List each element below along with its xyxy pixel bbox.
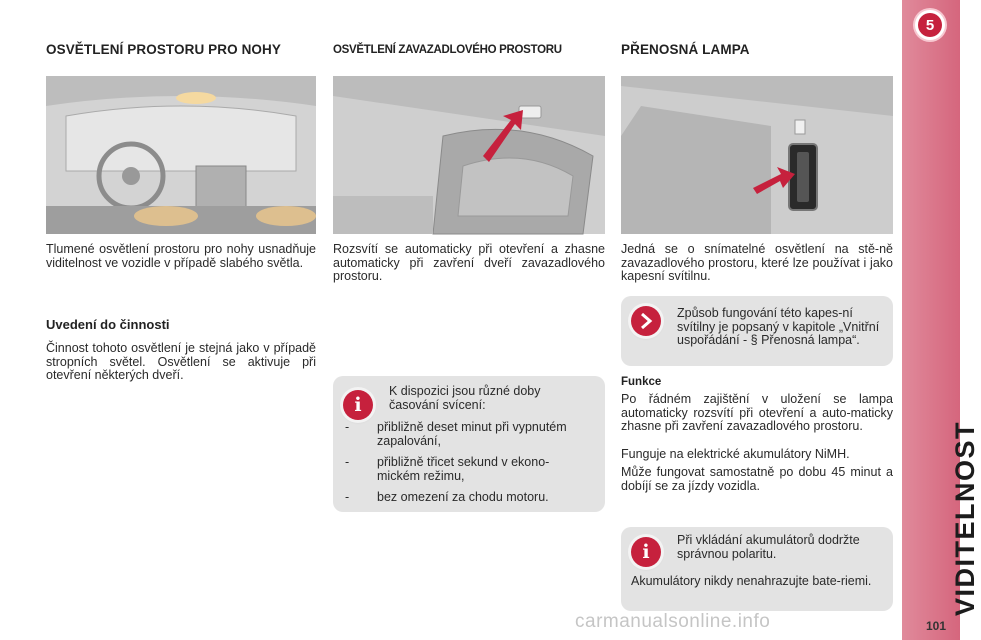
note-text: Způsob fungování této kapes-ní svítilny je popsaný v kapitole „Vnitřní uspořádání - § Přenosná lampa“. xyxy=(677,306,880,347)
section-heading: OSVĚTLENÍ ZAVAZADLOVÉHO PROSTORU xyxy=(333,44,562,56)
chapter-title: VIDITELNOST xyxy=(950,420,980,616)
footwell-photo xyxy=(46,76,316,234)
list-item: - přibližně třicet sekund v ekono-mickém režimu, xyxy=(345,455,550,483)
watermark: carmanualsonline.info xyxy=(575,611,771,632)
info-icon: i xyxy=(631,537,661,567)
note-body: Akumulátory nikdy nenahrazujte bate-riemi. xyxy=(631,574,872,588)
page-number: 101 xyxy=(925,619,946,633)
note-timing xyxy=(333,376,605,512)
note-cross-reference xyxy=(621,296,893,366)
list-item: - bez omezení za chodu motoru. xyxy=(345,490,549,504)
chapter-number: 5 xyxy=(918,13,942,37)
subheading-activation: Uvedení do činnosti xyxy=(46,317,170,332)
list-item: - přibližně deset minut při vypnutém zapalování, xyxy=(345,420,567,448)
subheading-function: Funkce xyxy=(621,376,662,388)
function-text: Po řádném zajištění v uložení se lampa automaticky rozsvítí při otevření a auto-maticky zhasne při zavření zavazadlového prostoru. xyxy=(621,392,893,433)
runtime-text: Může fungovat samostatně po dobu 45 minut a dobíjí se za jízdy vozidla. xyxy=(621,465,893,493)
note-lead: K dispozici jsou různé doby časování svícení: xyxy=(389,384,541,412)
section-heading: PŘENOSNÁ LAMPA xyxy=(621,42,750,57)
intro-text: Rozsvítí se automaticky při otevření a zhasne automaticky při zavření dveří zavazadlového prostoru. xyxy=(333,242,605,283)
section-heading: OSVĚTLENÍ PROSTORU PRO NOHY xyxy=(46,42,281,57)
battery-text: Funguje na elektrické akumulátory NiMH. xyxy=(621,447,850,461)
note-lead: Při vkládání akumulátorů dodržte správnou polaritu. xyxy=(677,533,860,561)
intro-text: Jedná se o snímatelné osvětlení na stě-ně zavazadlového prostoru, které lze používat i jako kapesní svítilnu. xyxy=(621,242,893,283)
portable-lamp-photo xyxy=(621,76,893,234)
activation-text: Činnost tohoto osvětlení je stejná jako v případě stropních světel. Osvětlení se aktivuje při otevření některých dveří. xyxy=(46,341,316,382)
info-icon: i xyxy=(343,390,373,420)
boot-photo xyxy=(333,76,605,234)
intro-text: Tlumené osvětlení prostoru pro nohy usnadňuje viditelnost ve vozidle v případě slabého světla. xyxy=(46,242,316,270)
chevron-right-icon xyxy=(631,306,661,336)
chapter-badge xyxy=(915,10,945,40)
timing-list xyxy=(345,421,591,513)
note-polarity xyxy=(621,527,893,611)
